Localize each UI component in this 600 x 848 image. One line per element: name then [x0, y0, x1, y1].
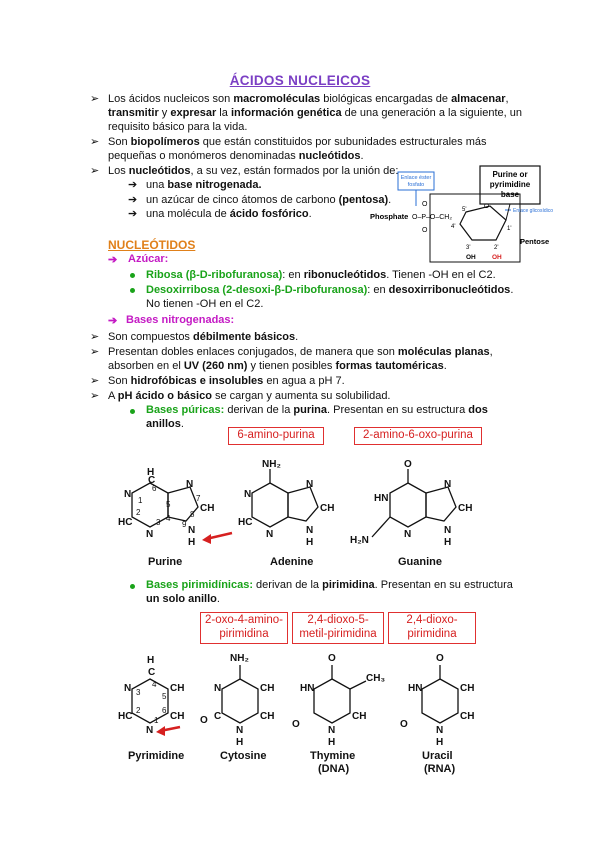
arrow-icon: ➔	[128, 179, 138, 191]
svg-text:O: O	[436, 653, 444, 664]
bullet-arrow-icon: ➢	[90, 93, 100, 105]
guanine-iupac-box: 2-amino-6-oxo-purina	[354, 427, 482, 445]
cytosine-name: Cytosine	[220, 750, 267, 762]
svg-text:CH: CH	[352, 711, 367, 722]
svg-text:1': 1'	[507, 226, 512, 232]
bases-pirimidinicas-line: Bases pirimidínicas: derivan de la pirimidina. Presentan en su estructura un solo anillo.	[146, 579, 513, 605]
cytosine-structure	[200, 653, 274, 748]
guanine-structure	[350, 459, 472, 548]
nucleotidos-heading: NUCLEÓTIDOS	[108, 238, 196, 252]
phosphate-label: Phosphate	[370, 212, 409, 221]
svg-text:2': 2'	[494, 245, 499, 251]
purine-structures	[110, 455, 490, 575]
svg-text:2: 2	[136, 706, 141, 715]
svg-text:CH: CH	[460, 683, 475, 694]
thymine-structure	[292, 653, 385, 748]
svg-text:CH: CH	[260, 711, 275, 722]
adenine-name: Adenine	[270, 556, 314, 568]
svg-text:H: H	[188, 537, 196, 548]
base-box-line-2: pyrimidine	[489, 180, 531, 189]
svg-text:H: H	[306, 537, 314, 548]
bases-heading: Bases nitrogenadas:	[126, 314, 235, 326]
svg-text:H: H	[444, 537, 452, 548]
svg-text:N: N	[444, 479, 452, 490]
bases-item-2: Presentan dobles enlaces conjugados, de manera que son moléculas planas, absorben en el UV (260 nm) y tienen posibles formas tautoméricas.	[108, 346, 493, 372]
green-dot-icon	[130, 273, 135, 278]
uracil-iupac-box: 2,4-dioxo- pirimidina	[388, 612, 476, 644]
svg-text:5: 5	[162, 692, 167, 701]
bullet-arrow-icon: ➢	[90, 390, 100, 402]
svg-text:1: 1	[154, 716, 159, 725]
svg-text:5: 5	[166, 500, 171, 509]
svg-text:HN: HN	[300, 683, 315, 694]
svg-text:CH: CH	[200, 503, 215, 514]
ester-label-2: fosfato	[407, 182, 425, 188]
bases-item-4: A pH ácido o básico se cargan y aumenta su solubilidad.	[108, 390, 391, 402]
svg-text:C: C	[214, 711, 222, 722]
svg-text:HC: HC	[118, 711, 133, 722]
arrow-icon: ➔	[128, 194, 138, 206]
svg-text:O: O	[422, 201, 428, 208]
svg-text:N: N	[124, 489, 132, 500]
svg-text:H: H	[147, 655, 155, 666]
svg-text:O: O	[328, 653, 336, 664]
azucar-heading: Azúcar:	[128, 253, 169, 265]
svg-text:O: O	[404, 459, 412, 470]
svg-text:O: O	[422, 227, 428, 234]
uracil-structure	[400, 653, 474, 748]
uracil-name: Uracil	[422, 750, 453, 762]
svg-text:C: C	[148, 475, 156, 486]
page-title: ÁCIDOS NUCLEICOS	[229, 73, 371, 88]
svg-text:9: 9	[182, 520, 187, 529]
svg-text:H: H	[328, 737, 336, 748]
sub-item-1: una base nitrogenada.	[146, 179, 262, 191]
adenine-structure	[238, 459, 334, 548]
svg-text:3: 3	[156, 518, 161, 527]
svg-text:HC: HC	[238, 517, 253, 528]
bullet-arrow-icon: ➢	[90, 375, 100, 387]
svg-text:N: N	[266, 529, 274, 540]
pink-arrow-icon: ➔	[108, 254, 118, 266]
svg-text:O: O	[484, 203, 490, 210]
svg-text:HC: HC	[118, 517, 133, 528]
svg-text:3': 3'	[466, 245, 471, 251]
ribose-ring	[460, 206, 506, 240]
svg-text:O: O	[292, 719, 300, 730]
svg-text:N: N	[124, 683, 132, 694]
svg-text:CH: CH	[170, 711, 185, 722]
svg-text:7: 7	[196, 494, 201, 503]
paragraph-3: Los nucleótidos, a su vez, están formados por la unión de:	[108, 165, 399, 177]
purine-name: Purine	[148, 556, 183, 568]
svg-text:8: 8	[190, 510, 195, 519]
bases-item-3: Son hidrofóbicas e insolubles en agua a pH 7.	[108, 375, 345, 387]
guanine-name: Guanine	[398, 556, 443, 568]
svg-text:3: 3	[136, 688, 141, 697]
glycosidic-label: Enlace glicosídico	[513, 208, 554, 214]
svg-text:HN: HN	[374, 493, 389, 504]
svg-text:4': 4'	[451, 224, 456, 230]
svg-text:CH: CH	[458, 503, 473, 514]
svg-text:CH: CH	[260, 683, 275, 694]
pink-arrow-icon: ➔	[108, 315, 118, 327]
pentose-label: Pentose	[520, 237, 550, 246]
svg-text:1: 1	[138, 496, 143, 505]
svg-text:4: 4	[152, 680, 157, 689]
bullet-arrow-icon: ➢	[90, 331, 100, 343]
green-dot-icon	[130, 288, 135, 293]
svg-text:N: N	[328, 725, 336, 736]
adenine-iupac-box: 6-amino-purina	[228, 427, 324, 445]
svg-text:N: N	[306, 525, 314, 536]
svg-text:N: N	[306, 479, 314, 490]
green-dot-icon	[130, 584, 135, 589]
oh-label: OH	[466, 254, 476, 261]
svg-text:CH: CH	[170, 683, 185, 694]
cytosine-iupac-box: 2-oxo-4-amino- pirimidina	[200, 612, 288, 644]
svg-text:4: 4	[166, 514, 171, 523]
svg-text:H: H	[236, 737, 244, 748]
purine-structure	[118, 467, 232, 548]
desoxirribosa-line: Desoxirribosa (2-desoxi-β-D-ribofuranosa): en desoxirribonucleótidos. No tienen -OH en el C2.	[146, 284, 514, 310]
svg-text:6: 6	[152, 484, 157, 493]
svg-text:2: 2	[136, 508, 141, 517]
svg-text:CH: CH	[460, 711, 475, 722]
base-box-line-3: base	[500, 190, 520, 199]
thymine-sub: (DNA)	[318, 763, 350, 775]
pyrimidine-structures	[110, 645, 490, 775]
svg-text:CH: CH	[320, 503, 335, 514]
uracil-sub: (RNA)	[424, 763, 456, 775]
svg-text:O: O	[400, 719, 408, 730]
svg-text:N: N	[146, 725, 154, 736]
bullet-arrow-icon: ➢	[90, 136, 100, 148]
bullet-arrow-icon: ➢	[90, 165, 100, 177]
svg-text:N: N	[436, 725, 444, 736]
svg-text:CH₃: CH₃	[366, 673, 386, 684]
svg-text:N: N	[236, 725, 244, 736]
paragraph-1: Los ácidos nucleicos son macromoléculas biológicas encargadas de almacenar, transmitir y expresar la información genética de una generación a la siguiente, un requisito básico para la vida.	[108, 93, 522, 133]
svg-text:NH₂: NH₂	[230, 653, 249, 664]
paragraph-2: Son biopolímeros que están constituidos por subunidades estructurales más pequeñas o monómeros denominadas nucleótidos.	[108, 136, 487, 162]
pyrimidine-structure	[118, 655, 184, 736]
base-box-line-1: Purine or	[492, 170, 528, 179]
bases-puricas-line: Bases púricas: derivan de la purina. Presentan en su estructura dos anillos.	[146, 404, 488, 430]
bases-item-1: Son compuestos débilmente básicos.	[108, 331, 299, 343]
svg-text:H: H	[436, 737, 444, 748]
svg-text:5': 5'	[462, 207, 467, 213]
bullet-arrow-icon: ➢	[90, 346, 100, 358]
sub-item-3: una molécula de ácido fosfórico.	[146, 208, 312, 220]
ester-label-1: Enlace éster	[400, 175, 432, 181]
svg-text:O: O	[200, 715, 208, 726]
oh-2-label: OH	[492, 254, 502, 261]
arrow-icon: ➔	[128, 208, 138, 220]
svg-text:N: N	[188, 525, 196, 536]
thymine-name: Thymine	[310, 750, 356, 762]
svg-text:N: N	[244, 489, 252, 500]
svg-text:N: N	[186, 479, 194, 490]
svg-text:H₂N: H₂N	[350, 535, 369, 546]
svg-text:N: N	[444, 525, 452, 536]
svg-text:N: N	[214, 683, 222, 694]
svg-text:H: H	[147, 467, 155, 478]
thymine-iupac-box: 2,4-dioxo-5- metil-pirimidina	[292, 612, 384, 644]
pyrimidine-name: Pyrimidine	[128, 750, 185, 762]
green-dot-icon	[130, 409, 135, 414]
svg-text:HN: HN	[408, 683, 423, 694]
nucleotide-diagram	[368, 164, 554, 264]
svg-text:O–P–O–CH₂: O–P–O–CH₂	[412, 214, 453, 221]
svg-text:NH₂: NH₂	[262, 459, 281, 470]
sub-item-2: un azúcar de cinco átomos de carbono (pentosa).	[146, 194, 392, 206]
svg-text:N: N	[146, 529, 154, 540]
svg-text:N: N	[404, 529, 412, 540]
svg-text:C: C	[148, 667, 156, 678]
svg-text:6: 6	[162, 706, 167, 715]
ribosa-line: Ribosa (β-D-ribofuranosa): en ribonucleótidos. Tienen -OH en el C2.	[146, 269, 496, 281]
